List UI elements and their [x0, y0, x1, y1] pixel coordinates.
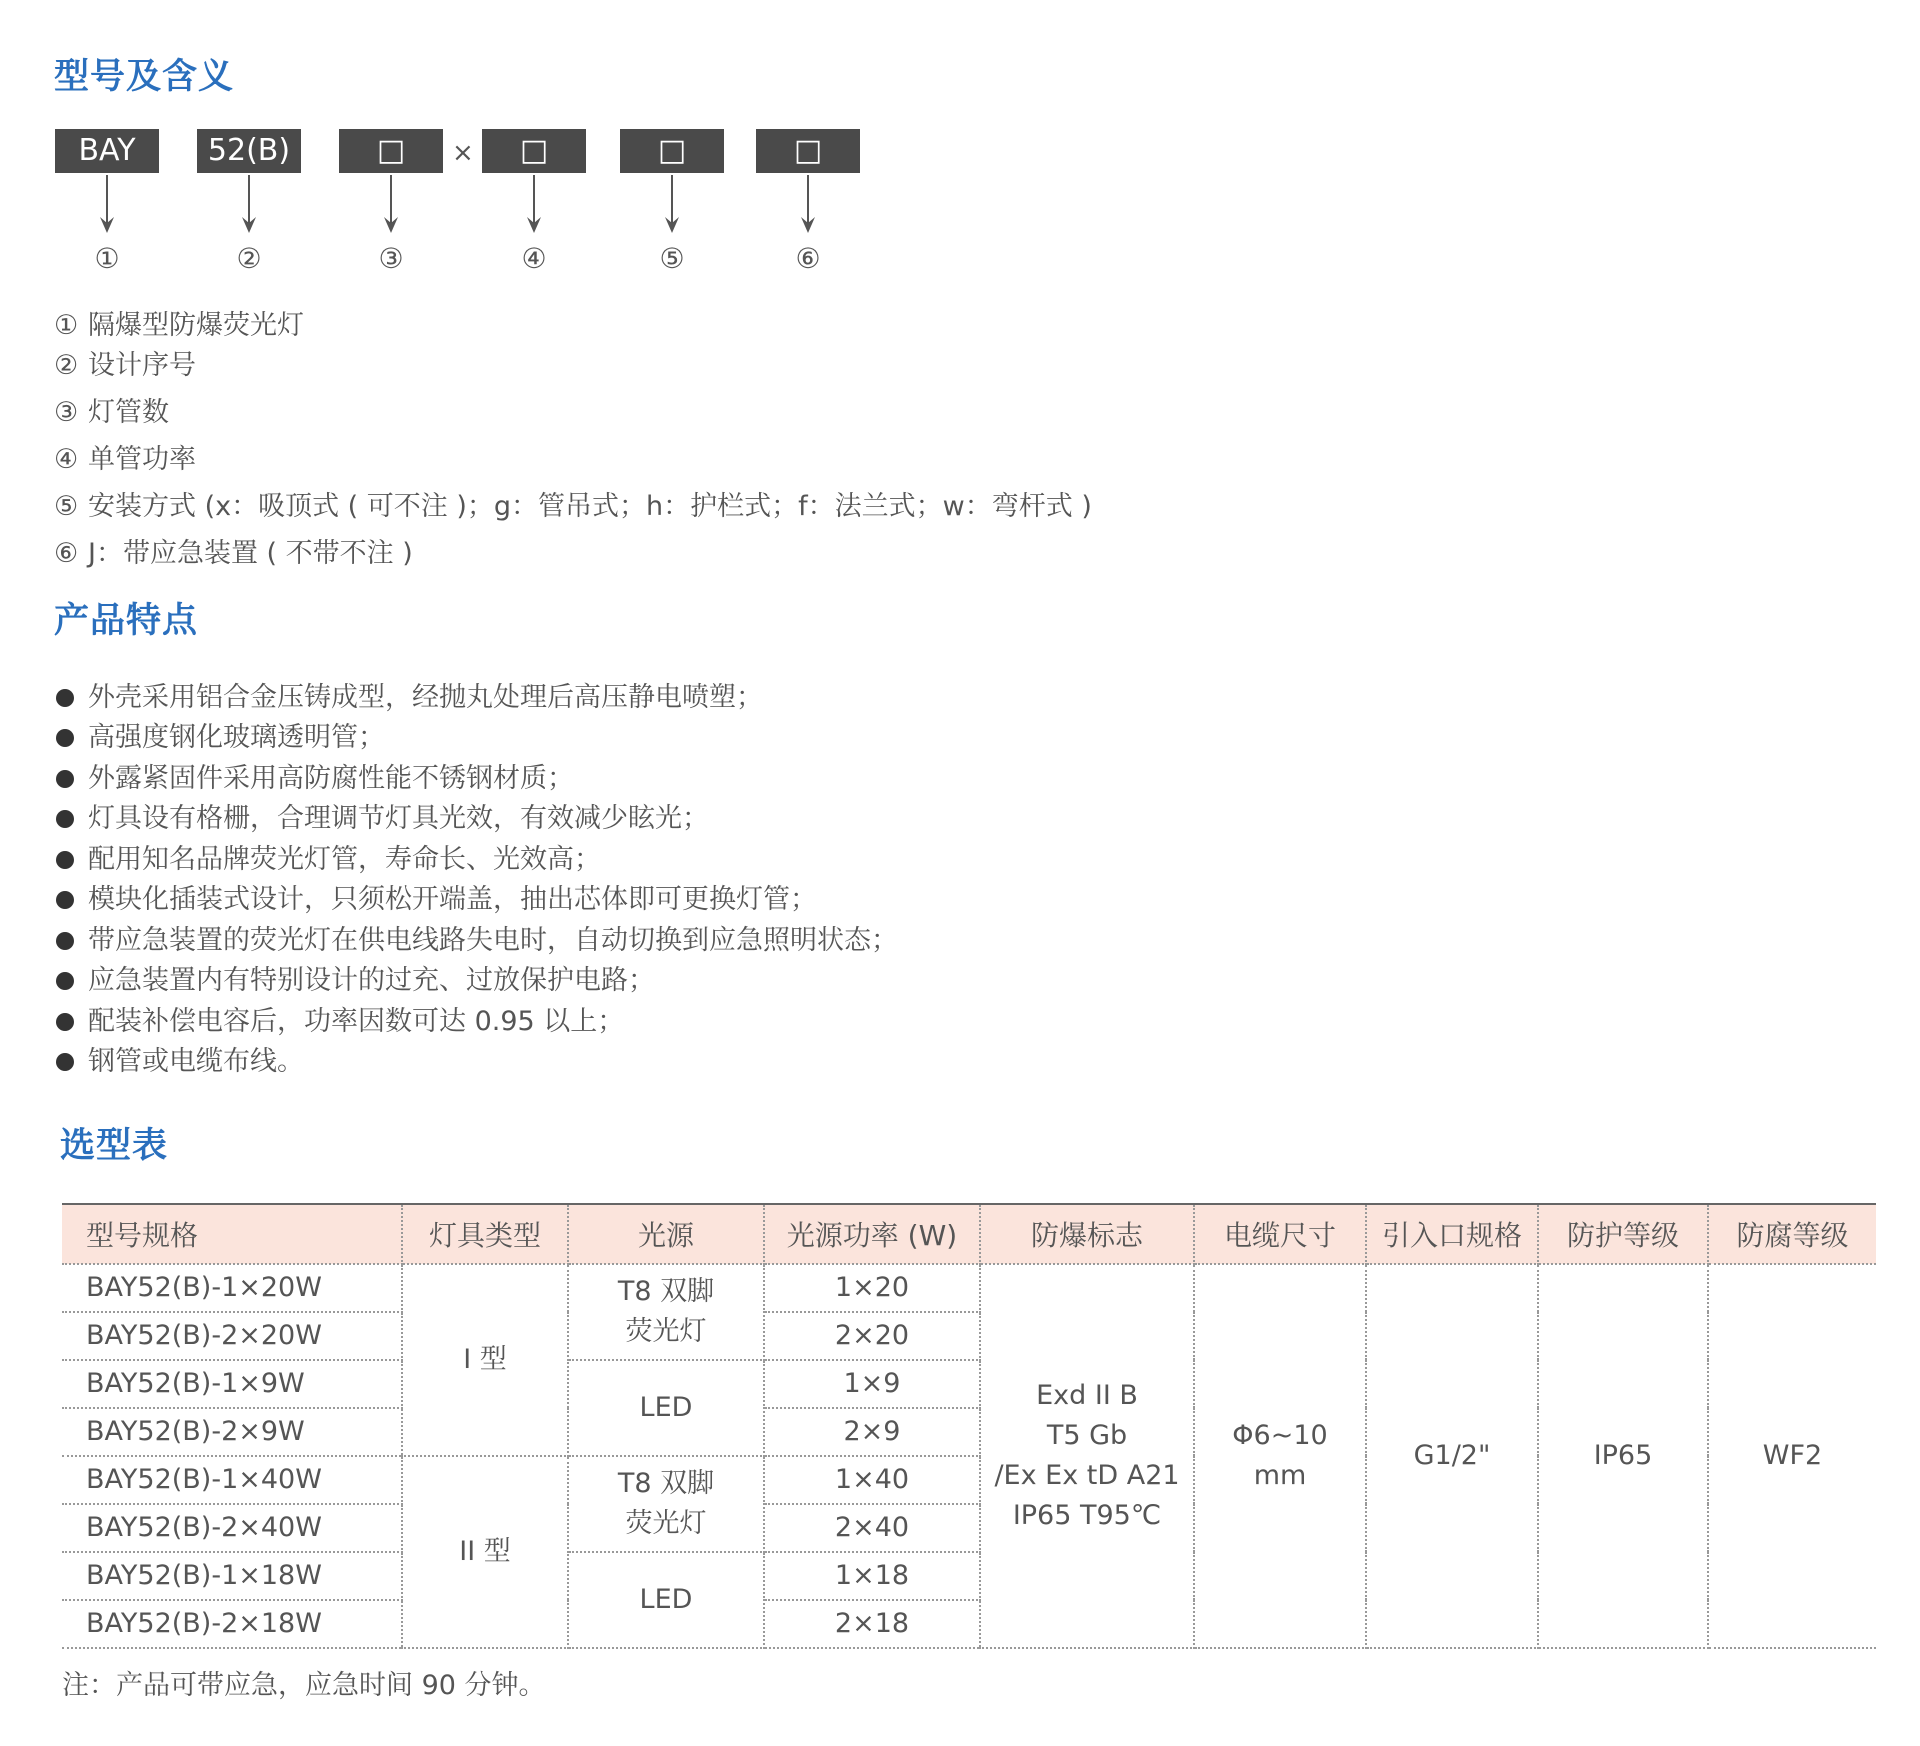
- power-cell: 1×40: [764, 1456, 980, 1504]
- code-number-5: ⑤: [659, 242, 685, 275]
- meaning-item: ① 隔爆型防爆荧光灯: [54, 310, 304, 341]
- cable-cell: Φ6~10 mm: [1194, 1264, 1366, 1648]
- entry-cell: G1/2": [1366, 1264, 1538, 1648]
- power-cell: 1×20: [764, 1264, 980, 1312]
- model-cell: BAY52(B)-1×18W: [62, 1552, 402, 1600]
- section-title-model-meaning: 型号及含义: [54, 57, 235, 97]
- ex-mark-cell: Exd II B T5 Gb /Ex Ex tD A21 IP65 T95℃: [980, 1264, 1194, 1648]
- table-header: 防护等级: [1538, 1204, 1708, 1264]
- table-row: [62, 1264, 1876, 1312]
- bullet-icon: [56, 810, 74, 828]
- feature-item: 外露紧固件采用高防腐性能不锈钢材质；: [56, 756, 574, 795]
- code-box-4: □: [482, 129, 586, 173]
- feature-item: 配装补偿电容后，功率因数可达 0.95 以上；: [56, 999, 624, 1038]
- feature-item: 外壳采用铝合金压铸成型，经抛丸处理后高压静电喷塑；: [56, 675, 763, 714]
- power-cell: 1×9: [764, 1360, 980, 1408]
- bullet-icon: [56, 1053, 74, 1071]
- footnote: 注：产品可带应急，应急时间 90 分钟。: [62, 1670, 546, 1701]
- arrow-down-icon: [796, 175, 820, 235]
- bullet-icon: [56, 972, 74, 990]
- table-header: 光源: [568, 1204, 764, 1264]
- feature-item: 灯具设有格栅，合理调节灯具光效，有效减少眩光；: [56, 796, 709, 835]
- source-cell: LED: [568, 1360, 764, 1456]
- feature-item: 模块化插装式设计，只须松开端盖，抽出芯体即可更换灯管；: [56, 877, 817, 916]
- code-number-2: ②: [236, 242, 262, 275]
- bullet-icon: [56, 891, 74, 909]
- code-number-1: ①: [94, 242, 120, 275]
- code-box-bay: BAY: [55, 129, 159, 173]
- section-title-selection-table: 选型表: [60, 1126, 169, 1166]
- feature-item: 高强度钢化玻璃透明管；: [56, 715, 385, 754]
- bullet-icon: [56, 851, 74, 869]
- source-cell: T8 双脚荧光灯: [568, 1456, 764, 1552]
- code-number-6: ⑥: [795, 242, 821, 275]
- model-cell: BAY52(B)-2×20W: [62, 1312, 402, 1360]
- bullet-icon: [56, 1013, 74, 1031]
- power-cell: 2×18: [764, 1600, 980, 1648]
- model-cell: BAY52(B)-1×40W: [62, 1456, 402, 1504]
- model-cell: BAY52(B)-1×20W: [62, 1264, 402, 1312]
- table-header: 引入口规格: [1366, 1204, 1538, 1264]
- meaning-item: ⑥ J：带应急装置 ( 不带不注 ): [54, 538, 413, 569]
- table-header-row: [62, 1204, 1876, 1264]
- type-cell: II 型: [402, 1456, 568, 1648]
- arrow-down-icon: [522, 175, 546, 235]
- bullet-icon: [56, 689, 74, 707]
- times-sign: ×: [452, 138, 474, 168]
- anticorrosion-cell: WF2: [1708, 1264, 1876, 1648]
- source-cell: LED: [568, 1552, 764, 1648]
- feature-item: 应急装置内有特别设计的过充、过放保护电路；: [56, 958, 655, 997]
- model-cell: BAY52(B)-1×9W: [62, 1360, 402, 1408]
- model-cell: BAY52(B)-2×9W: [62, 1408, 402, 1456]
- meaning-item: ② 设计序号: [54, 350, 196, 381]
- table-header: 光源功率 (W): [764, 1204, 980, 1264]
- meaning-item: ⑤ 安装方式 (x：吸顶式 ( 可不注 )；g：管吊式；h：护栏式；f：法兰式；w：弯杆式 ): [54, 491, 1092, 522]
- feature-item: 配用知名品牌荧光灯管，寿命长、光效高；: [56, 837, 601, 876]
- meaning-item: ③ 灯管数: [54, 397, 169, 428]
- power-cell: 2×20: [764, 1312, 980, 1360]
- table-header: 型号规格: [62, 1204, 402, 1264]
- section-title-features: 产品特点: [54, 601, 199, 641]
- type-cell: I 型: [402, 1264, 568, 1456]
- code-box-52b: 52(B): [197, 129, 301, 173]
- source-cell: T8 双脚荧光灯: [568, 1264, 764, 1360]
- code-box-5: □: [620, 129, 724, 173]
- feature-item: 带应急装置的荧光灯在供电线路失电时，自动切换到应急照明状态；: [56, 918, 898, 957]
- model-cell: BAY52(B)-2×40W: [62, 1504, 402, 1552]
- selection-table: [62, 1203, 1876, 1649]
- arrow-down-icon: [237, 175, 261, 235]
- code-number-3: ③: [378, 242, 404, 275]
- bullet-icon: [56, 932, 74, 950]
- power-cell: 2×40: [764, 1504, 980, 1552]
- arrow-down-icon: [95, 175, 119, 235]
- table-header: 电缆尺寸: [1194, 1204, 1366, 1264]
- code-number-4: ④: [521, 242, 547, 275]
- table-header: 防爆标志: [980, 1204, 1194, 1264]
- table-header: 防腐等级: [1708, 1204, 1876, 1264]
- feature-item: 钢管或电缆布线。: [56, 1039, 304, 1078]
- bullet-icon: [56, 729, 74, 747]
- power-cell: 2×9: [764, 1408, 980, 1456]
- code-box-3: □: [339, 129, 443, 173]
- meaning-item: ④ 单管功率: [54, 444, 196, 475]
- arrow-down-icon: [660, 175, 684, 235]
- protection-cell: IP65: [1538, 1264, 1708, 1648]
- table-header: 灯具类型: [402, 1204, 568, 1264]
- model-cell: BAY52(B)-2×18W: [62, 1600, 402, 1648]
- arrow-down-icon: [379, 175, 403, 235]
- power-cell: 1×18: [764, 1552, 980, 1600]
- code-box-6: □: [756, 129, 860, 173]
- bullet-icon: [56, 770, 74, 788]
